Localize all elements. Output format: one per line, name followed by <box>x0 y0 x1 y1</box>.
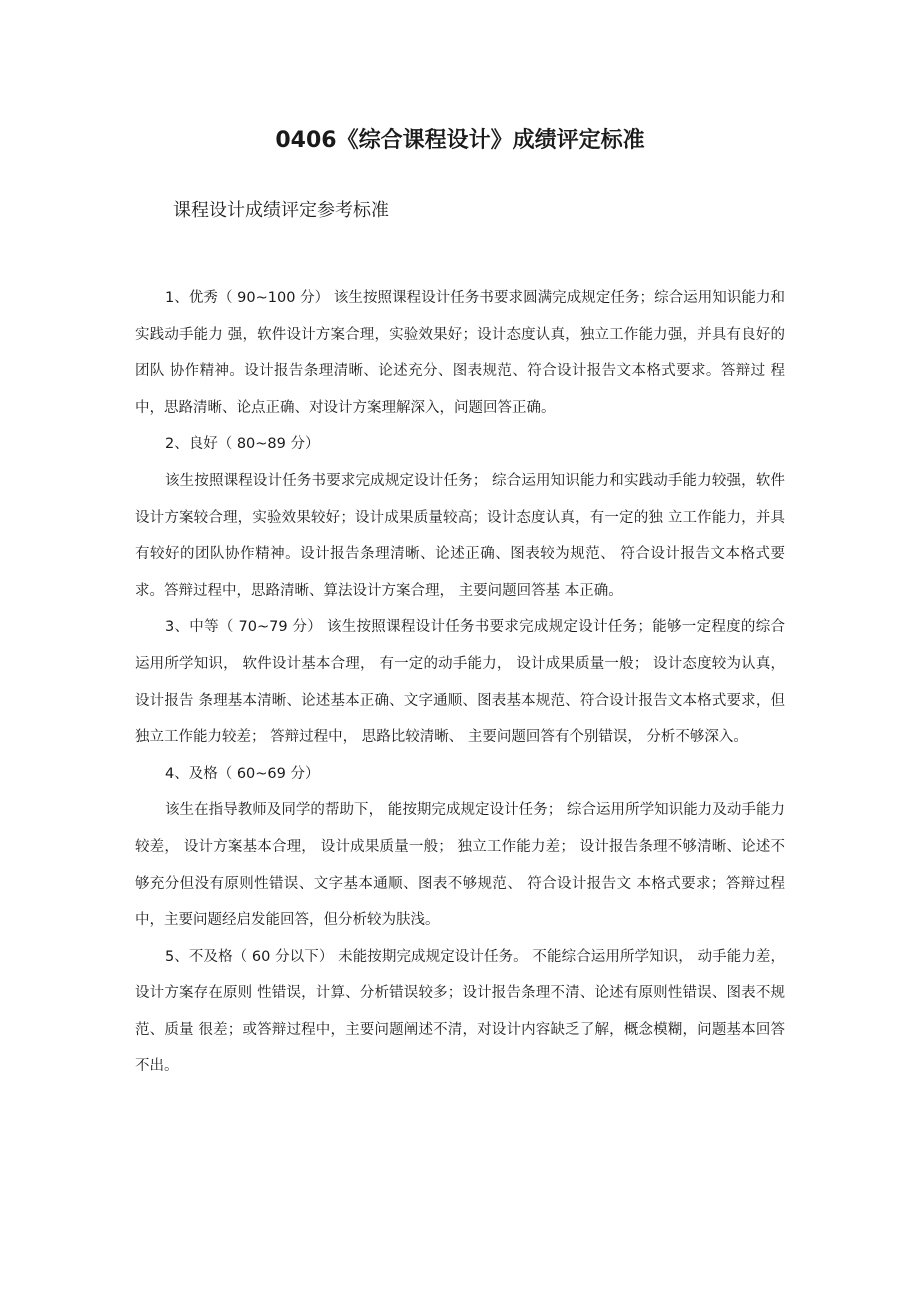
paragraph-medium: 3、中等（ 70~79 分） 该生按照课程设计任务书要求完成规定设计任务；能够一定程度的综合运用所学知识， 软件设计基本合理， 有一定的动手能力， 设计成果质量一般； 设计态度较为认真， 设计报告 条理基本清晰、论述基本正确、文字通顺、图表基本规范、符合设计报告文本格式要求，但 独立工作能力较差； 答辩过程中， 思路比较清晰、 主要问题回答有个别错误， 分析不够深入。 <box>135 619 785 746</box>
paragraph-excellent: 1、优秀（ 90~100 分） 该生按照课程设计任务书要求圆满完成规定任务；综合运用知识能力和实践动手能力 强，软件设计方案合理，实验效果好；设计态度认真，独立工作能力强，并具有良好的团队 协作精神。设计报告条理清晰、论述充分、图表规范、符合设计报告文本格式要求。答辩过 程中，思路清晰、论点正确、对设计方案理解深入，问题回答正确。 <box>135 290 785 416</box>
document-title: 0406《综合课程设计》成绩评定标准 <box>275 128 645 153</box>
paragraph-good: 该生按照课程设计任务书要求完成规定设计任务； 综合运用知识能力和实践动手能力较强，软件设计方案较合理，实验效果较好；设计成果质量较高；设计态度认真，有一定的独 立工作能力，并具有较好的团队协作精神。设计报告条理清晰、论述正确、图表较为规范、 符合设计报告文本格式要求。答辩过程中，思路清晰、算法设计方案合理， 主要问题回答基 本正确。 <box>135 472 785 599</box>
document-body <box>135 280 785 1085</box>
heading-good: 2、良好（ 80~89 分） <box>165 436 320 453</box>
heading-pass: 4、及格（ 60~69 分） <box>165 765 320 782</box>
document-subtitle: 课程设计成绩评定参考标准 <box>173 200 389 221</box>
paragraph-pass: 该生在指导教师及同学的帮助下， 能按期完成规定设计任务； 综合运用所学知识能力及动手能力较差， 设计方案基本合理， 设计成果质量一般； 独立工作能力差； 设计报告条理不够清晰、论述不够充分但没有原则性错误、文字基本通顺、图表不够规范、 符合设计报告文 本格式要求；答辩过程中，主要问题经启发能回答，但分析较为肤浅。 <box>135 802 785 929</box>
paragraph-fail: 5、不及格（ 60 分以下） 未能按期完成规定设计任务。 不能综合运用所学知识， 动手能力差， 设计方案存在原则 性错误，计算、分析错误较多；设计报告条理不清、论述有原则性错误、图表不规范、质量 很差；或答辩过程中，主要问题阐述不清，对设计内容缺乏了解，概念模糊，问题基本回答 不出。 <box>135 948 785 1075</box>
